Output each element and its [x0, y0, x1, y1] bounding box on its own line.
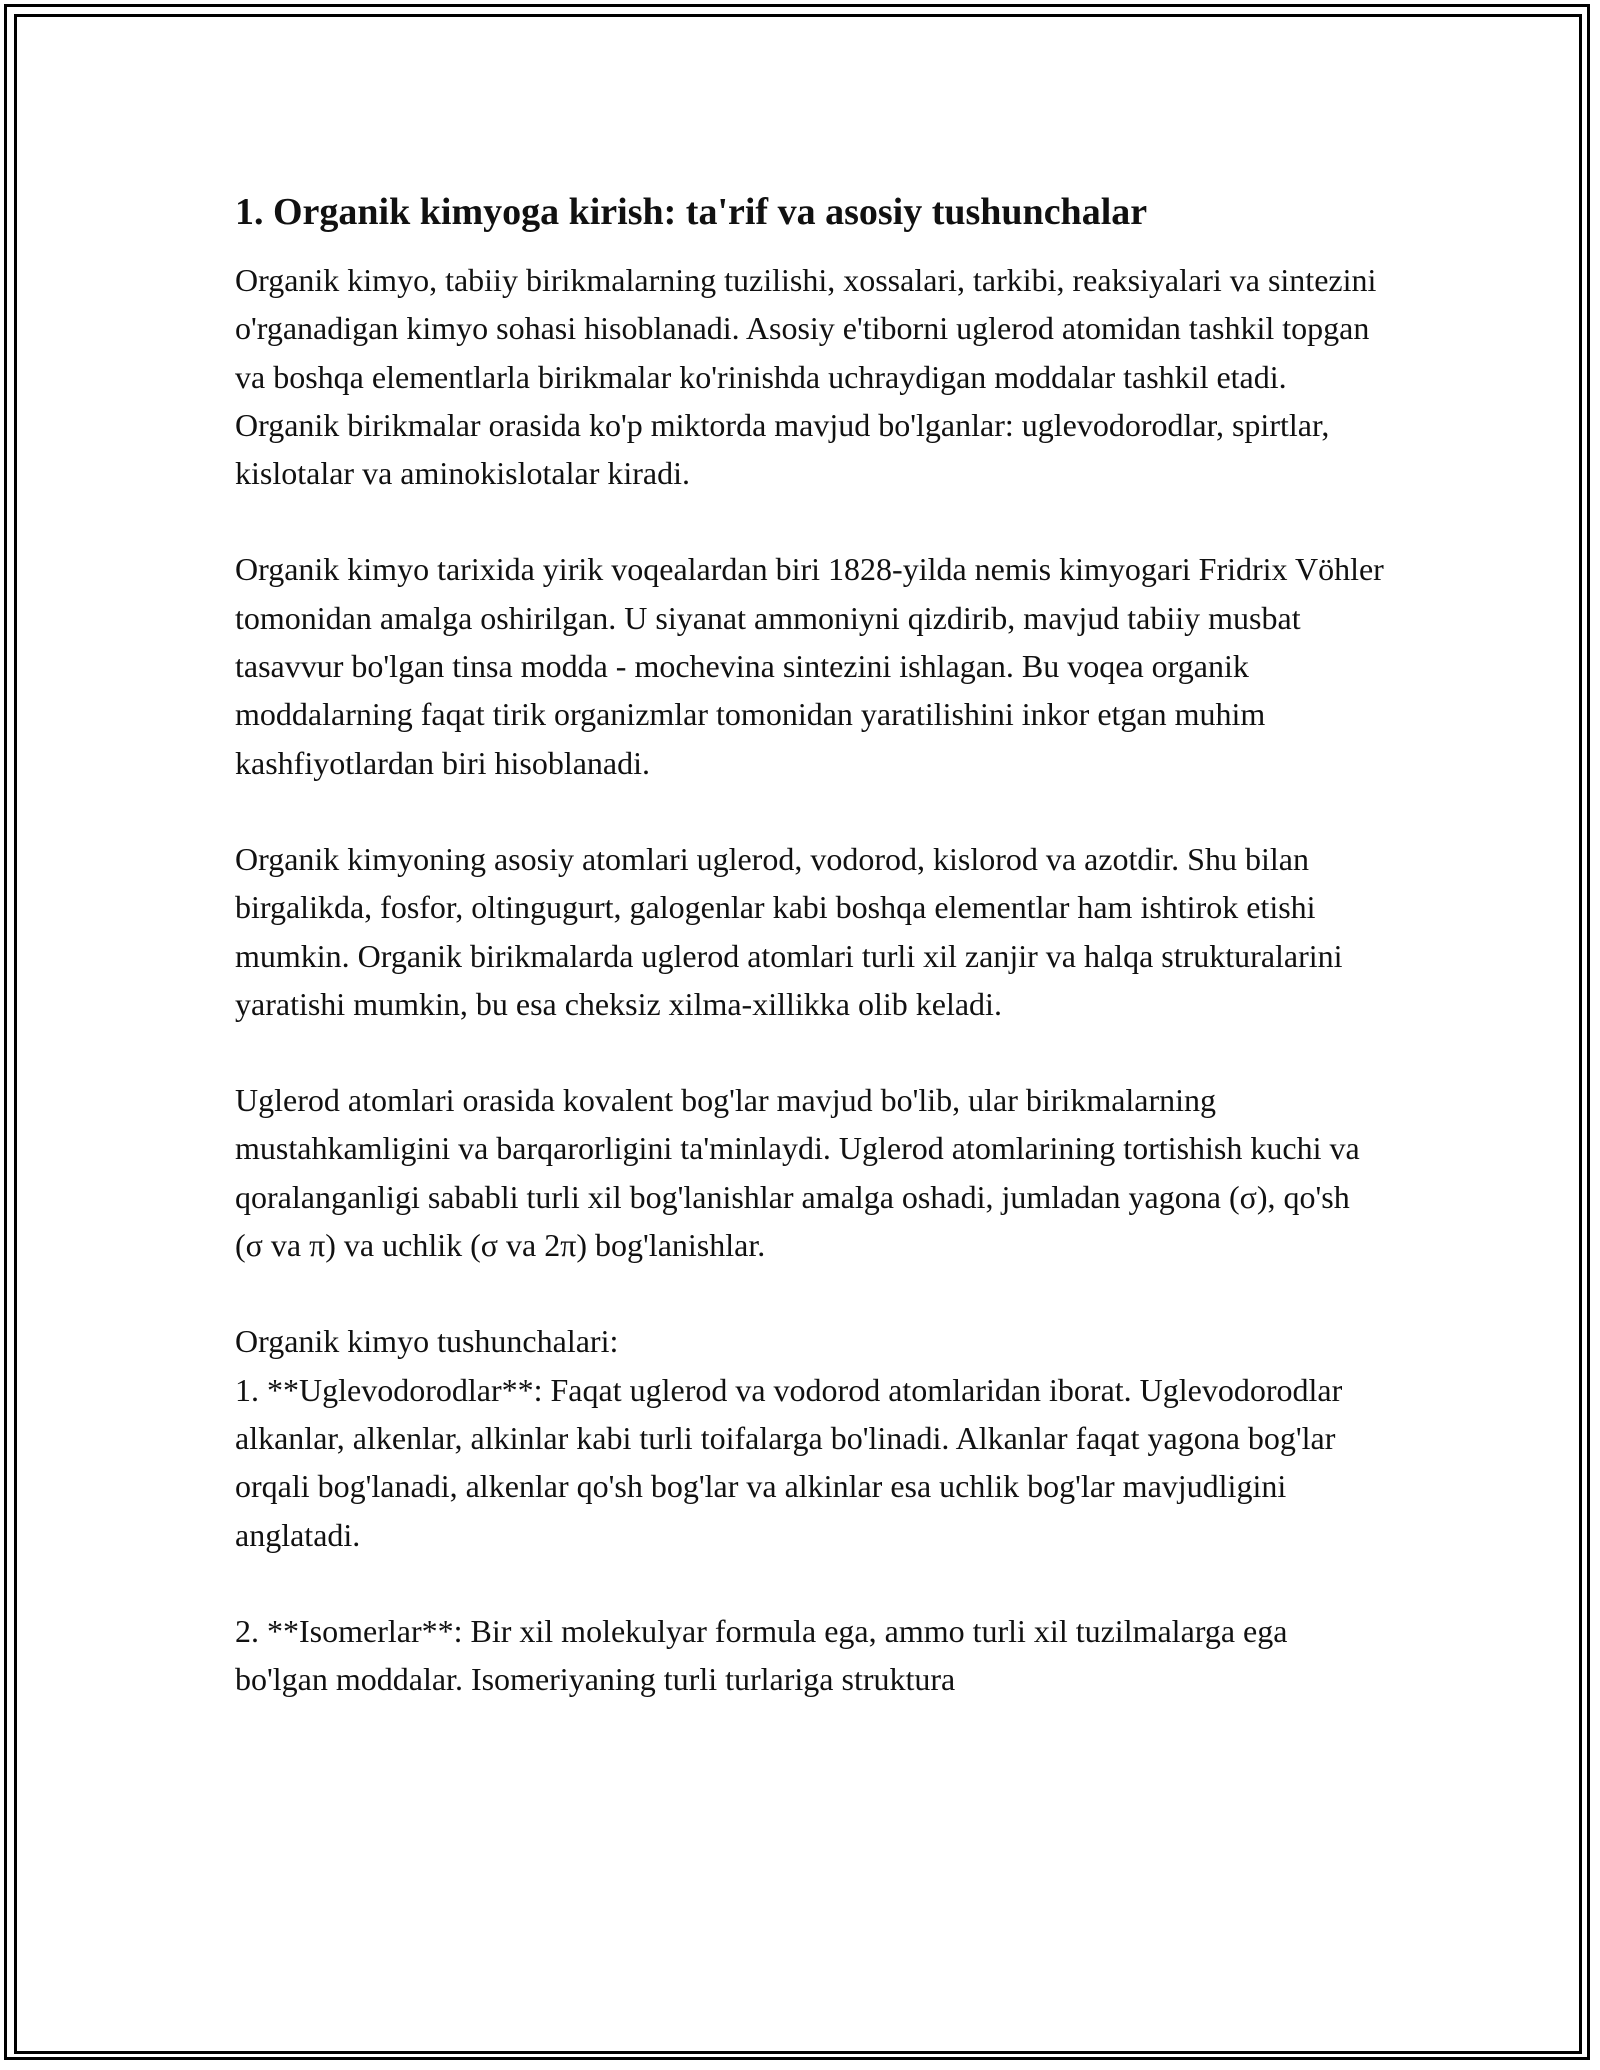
list-item-hydrocarbons: 1. **Uglevodorodlar**: Faqat uglerod va vodorod atomlaridan iborat. Uglevodorodlar alkanlar, alkenlar, alkinlar kabi turli toifalarga bo'linadi. Alkanlar faqat yagona bog'lar orqali bog'lanadi, alkenlar qo'sh bog'lar va alkinlar esa uchlik bog'lar mavjudligini anglatadi. — [235, 1371, 1343, 1553]
list-item-isomers: 2. **Isomerlar**: Bir xil molekulyar formula ega, ammo turli xil tuzilmalarga ega bo'lgan moddalar. Isomeriyaning turli turlariga struktura — [235, 1612, 1288, 1698]
paragraph-atoms: Organik kimyoning asosiy atomlari uglerod, vodorod, kislorod va azotdir. Shu bilan birgalikda, fosfor, oltingugurt, galogenlar kabi boshqa elementlar ham ishtirok etishi mumkin. Organik birikmalarda uglerod atomlari turli xil zanjir va halqa strukturalarini yaratishi mumkin, bu esa cheksiz xilma-xillikka olib keladi. — [235, 840, 1343, 1022]
paragraph-history: Organik kimyo tarixida yirik voqealardan biri 1828-yilda nemis kimyogari Fridrix Vöhler tomonidan amalga oshirilgan. U siyanat ammoniyni qizdirib, mavjud tabiiy musbat tasavvur bo'lgan tinsa modda - mochevina sintezini ishlagan. Bu voqea organik moddalarning faqat tirik organizmlar tomonidan yaratilishini inkor etgan muhim kashfiyotlardan biri hisoblanadi. — [235, 551, 1384, 781]
document-body — [235, 186, 1385, 1751]
section-heading: 1. Organik kimyoga kirish: ta'rif va asosiy tushunchalar — [235, 191, 1148, 233]
paragraph-definition: Organik kimyo, tabiiy birikmalarning tuzilishi, xossalari, tarkibi, reaksiyalari va sintezini o'rganadigan kimyo sohasi hisoblanadi. Asosiy e'tiborni uglerod atomidan tashkil topgan va boshqa elementlarla birikmalar ko'rinishda uchraydigan moddalar tashkil etadi. Organik birikmalar orasida ko'p miktorda mavjud bo'lganlar: uglevodorodlar, spirtlar, kislotalar va aminokislotalar kiradi. — [235, 262, 1377, 492]
list-intro: Organik kimyo tushunchalari: — [235, 1323, 619, 1360]
paragraph-bonds: Uglerod atomlari orasida kovalent bog'lar mavjud bo'lib, ular birikmalarning mustahkamligini va barqarorligini ta'minlaydi. Uglerod atomlarining tortishish kuchi va qoralanganligi sababli turli xil bog'lanishlar amalga oshadi, jumladan yagona (σ), qo'sh (σ va π) va uchlik (σ va 2π) bog'lanishlar. — [235, 1082, 1360, 1264]
